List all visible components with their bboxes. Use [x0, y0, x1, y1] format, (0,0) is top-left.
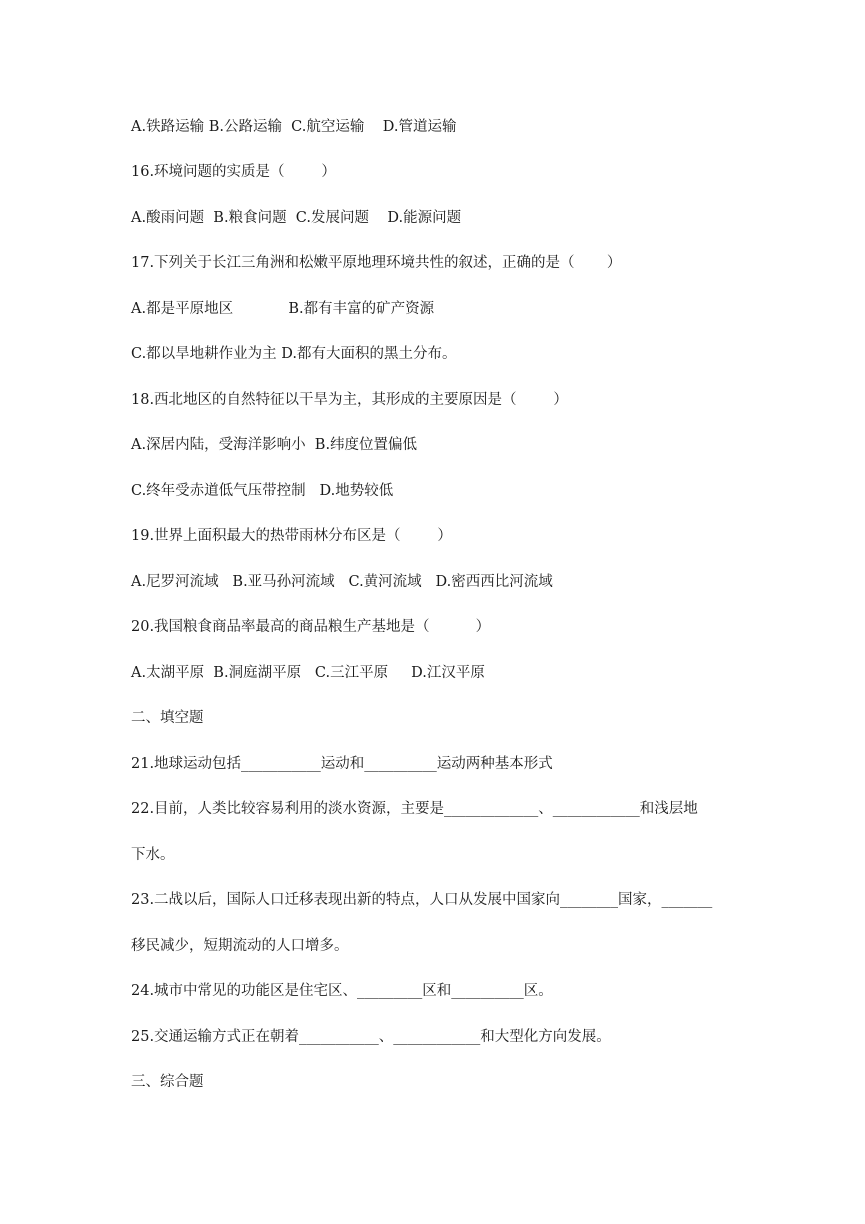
- q17-options-b: C.都以旱地耕作业为主 D.都有大面积的黑土分布。: [131, 346, 457, 362]
- q25-stem: 25.交通运输方式正在朝着___________、____________和大型化方向发展。: [131, 1029, 611, 1045]
- q17-options-a: A.都是平原地区 B.都有丰富的矿产资源: [131, 301, 435, 317]
- q20-options: A.太湖平原 B.洞庭湖平原 C.三江平原 D.江汉平原: [131, 665, 485, 681]
- q18-options-a: A.深居内陆，受海洋影响小 B.纬度位置偏低: [131, 437, 418, 453]
- q16-stem: 16.环境问题的实质是（ ）: [131, 164, 336, 180]
- q15-options: A.铁路运输 B.公路运输 C.航空运输 D.管道运输: [131, 119, 457, 135]
- q23-stem-line1: 23.二战以后，国际人口迁移表现出新的特点，人口从发展中国家向________国家，_______: [131, 892, 713, 908]
- q18-options-b: C.终年受赤道低气压带控制 D.地势较低: [131, 483, 394, 499]
- q21-stem: 21.地球运动包括___________运动和__________运动两种基本形式: [131, 756, 553, 772]
- q17-stem: 17.下列关于长江三角洲和松嫩平原地理环境共性的叙述，正确的是（ ）: [131, 255, 622, 271]
- q18-stem: 18.西北地区的自然特征以干旱为主，其形成的主要原因是（ ）: [131, 392, 568, 408]
- q20-stem: 20.我国粮食商品率最高的商品粮生产基地是（ ）: [131, 619, 491, 635]
- q22-stem-line2: 下水。: [131, 847, 175, 863]
- q19-options: A.尼罗河流域 B.亚马孙河流域 C.黄河流域 D.密西西比河流域: [131, 574, 553, 590]
- q24-stem: 24.城市中常见的功能区是住宅区、_________区和__________区。: [131, 983, 553, 999]
- q23-stem-line2: 移民减少，短期流动的人口增多。: [131, 938, 349, 954]
- q19-stem: 19.世界上面积最大的热带雨林分布区是（ ）: [131, 528, 452, 544]
- q16-options: A.酸雨问题 B.粮食问题 C.发展问题 D.能源问题: [131, 210, 462, 226]
- section-heading-comprehensive: 三、综合题: [131, 1074, 204, 1090]
- q22-stem-line1: 22.目前，人类比较容易利用的淡水资源，主要是_____________、____________和浅层地: [131, 801, 698, 817]
- section-heading-fill-in: 二、填空题: [131, 710, 204, 726]
